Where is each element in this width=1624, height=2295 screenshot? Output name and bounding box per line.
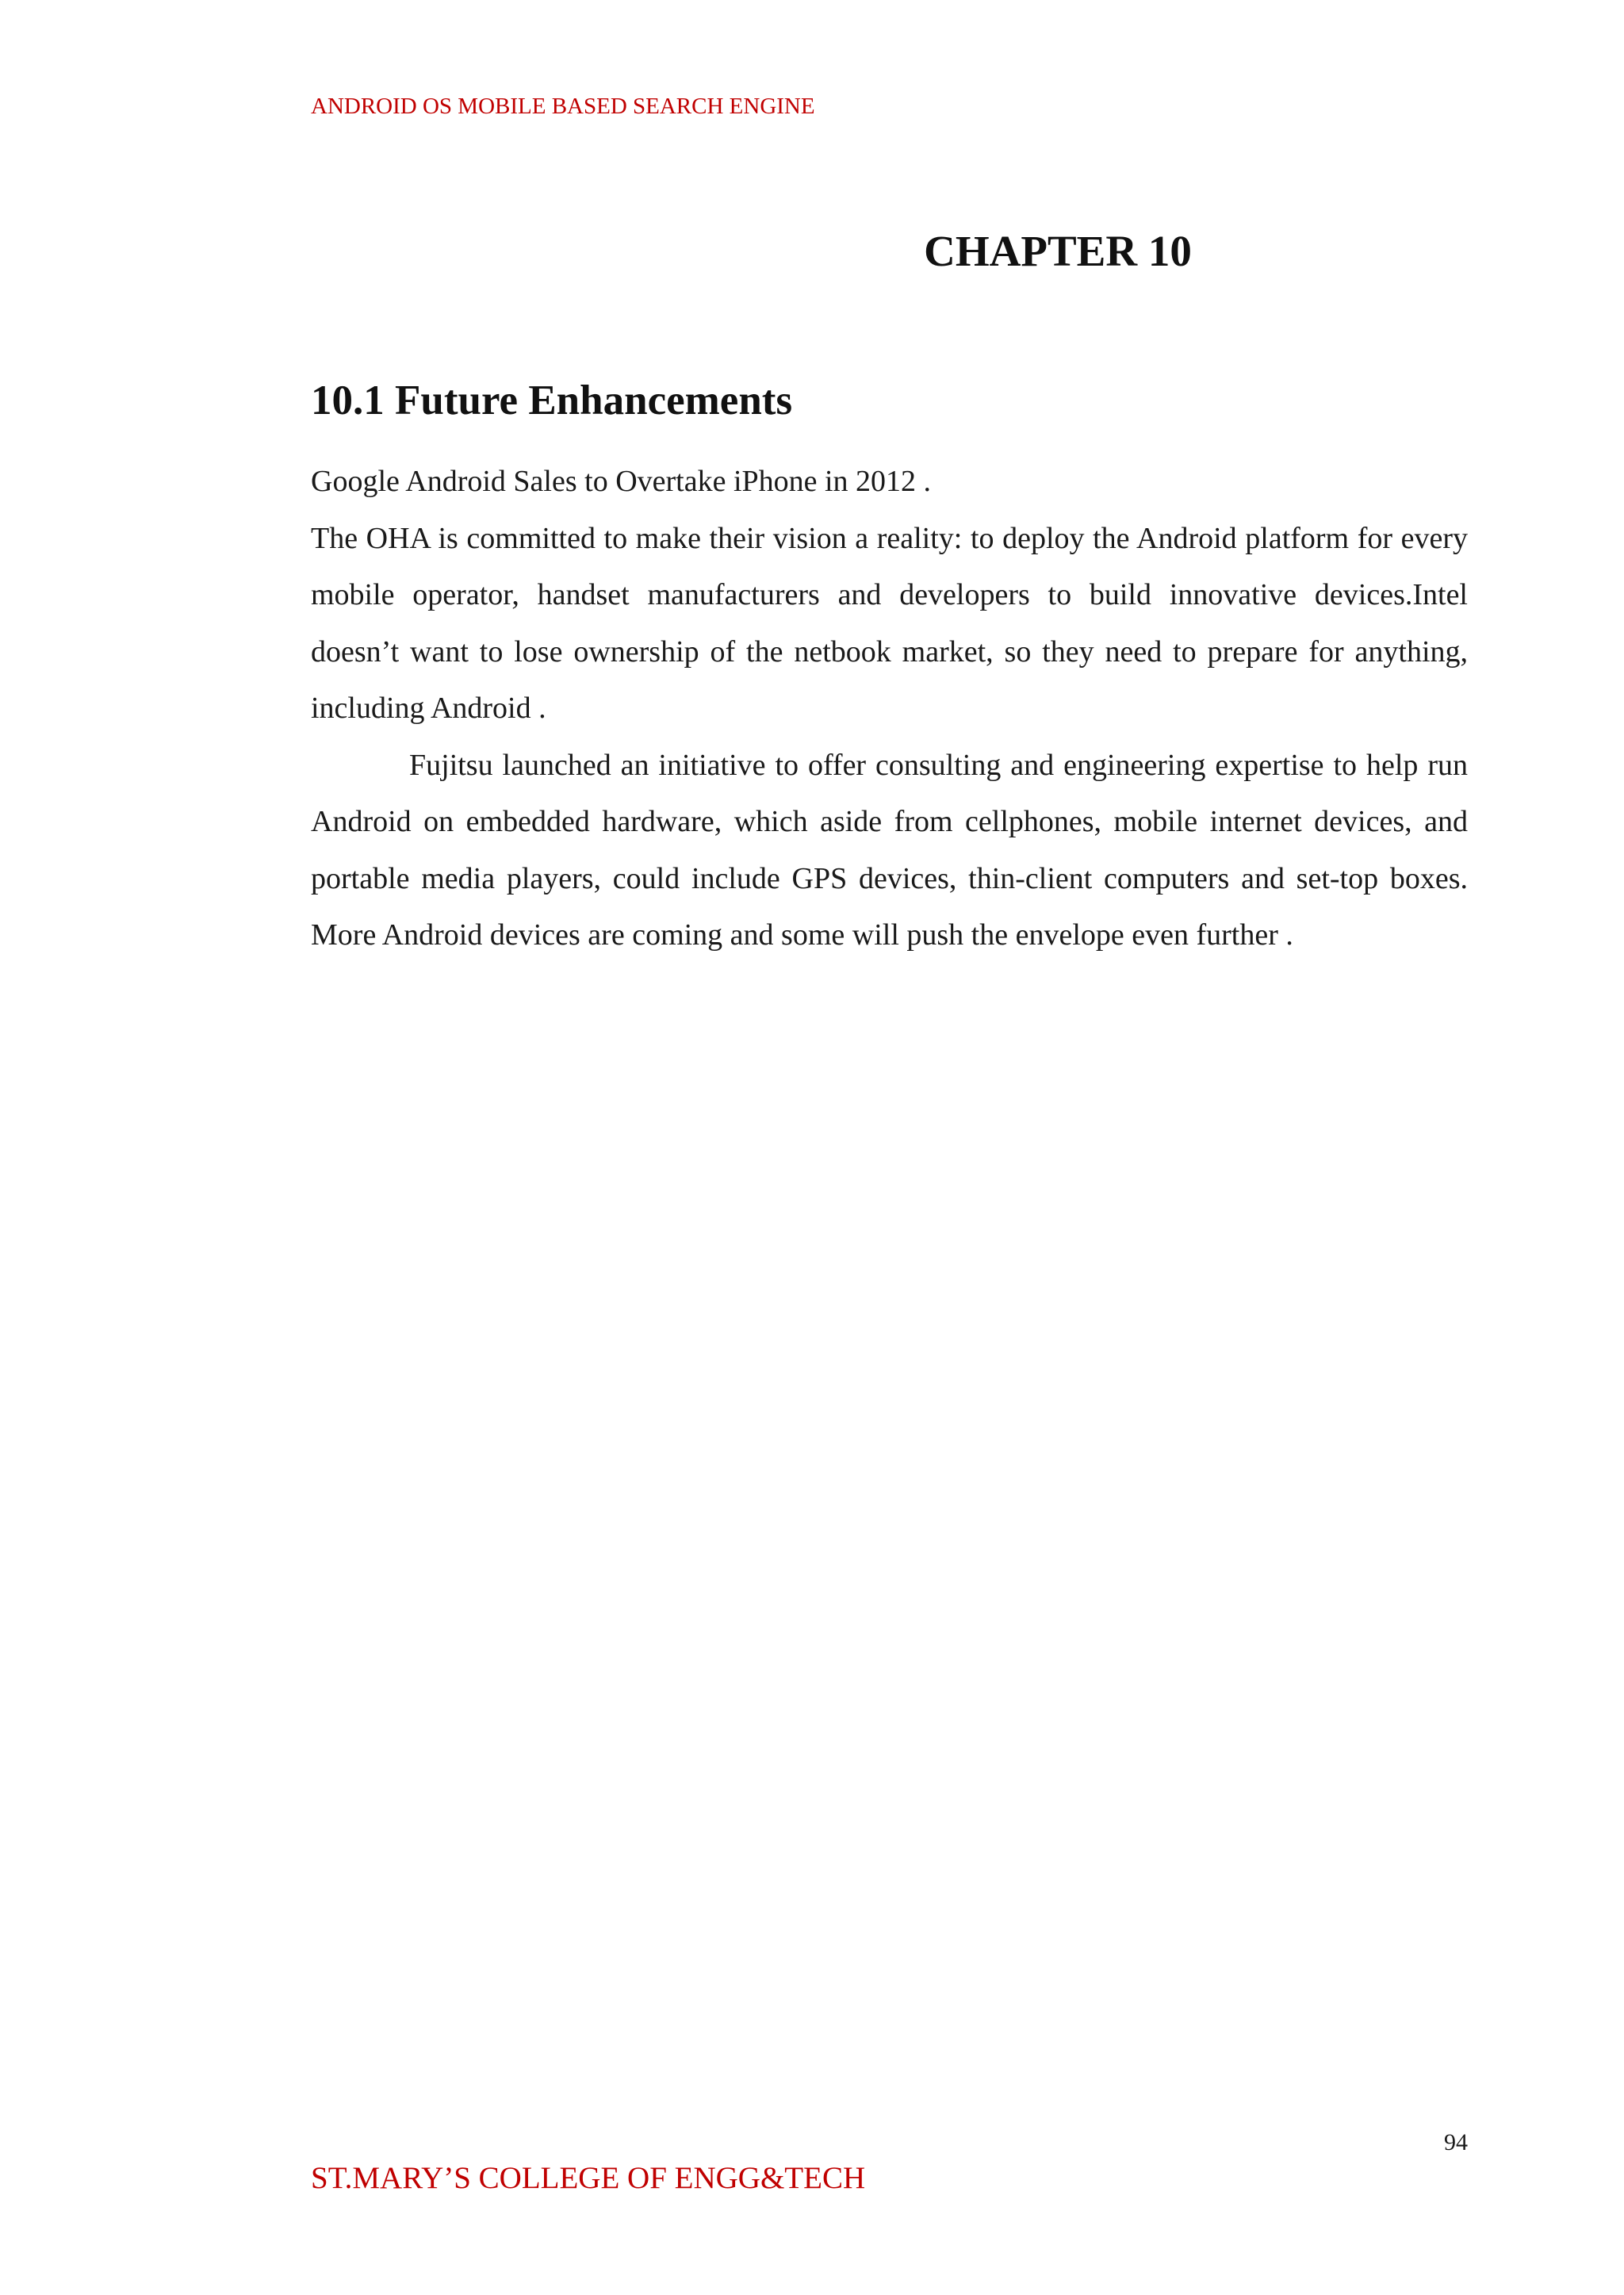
section-body [311, 454, 1468, 964]
running-header: ANDROID OS MOBILE BASED SEARCH ENGINE [311, 94, 815, 119]
paragraph-intro: Google Android Sales to Overtake iPhone in 2012 . [311, 465, 932, 498]
page-number: 94 [1444, 2129, 1468, 2155]
paragraph-oha: The OHA is committed to make their vision a reality: to deploy the Android platform for every mobile operator, handset manufacturers and developers to build innovative devices.Intel doesn’t want to lose ownership of the netbook market, so they need to prepare for anything, including Android . [311, 521, 1468, 725]
section-heading: 10.1 Future Enhancements [311, 377, 793, 423]
chapter-title: CHAPTER 10 [924, 227, 1192, 275]
paragraph-fujitsu: Fujitsu launched an initiative to offer consulting and engineering expertise to help run Android on embedded hardware, which aside from cellphones, mobile internet devices, and portable media players, could include GPS devices, thin-client computers and set-top boxes. More Android devices are coming and some will push the envelope even further . [311, 748, 1468, 952]
running-footer: ST.MARY’S COLLEGE OF ENGG&TECH [311, 2161, 866, 2195]
